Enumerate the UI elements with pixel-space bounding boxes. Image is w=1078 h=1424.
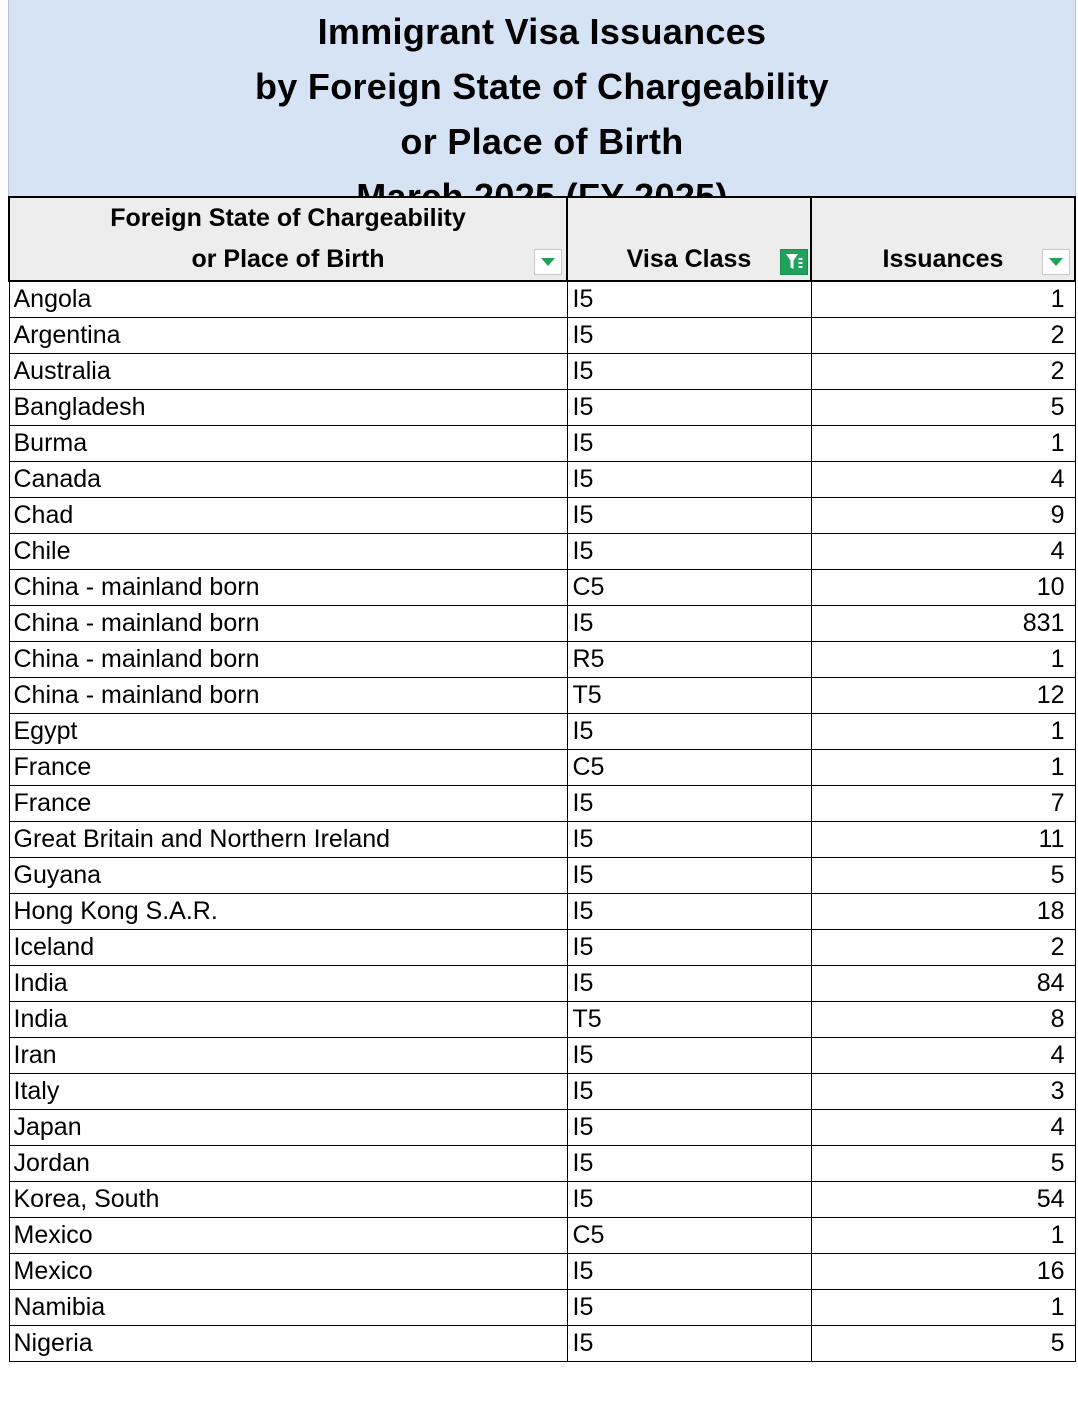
cell-visa-class[interactable]: C5 [567,750,811,786]
cell-country[interactable]: Angola [9,281,567,318]
cell-visa-class[interactable]: I5 [567,1110,811,1146]
table-row [9,354,1075,390]
cell-issuances[interactable]: 1 [811,1290,1075,1326]
cell-country[interactable]: Iceland [9,930,567,966]
cell-visa-class[interactable]: I5 [567,1074,811,1110]
cell-country[interactable]: Egypt [9,714,567,750]
cell-country[interactable]: Nigeria [9,1326,567,1362]
cell-visa-class[interactable]: I5 [567,606,811,642]
report-title-line-2: by Foreign State of Chargeability [255,66,829,107]
cell-issuances[interactable]: 16 [811,1254,1075,1290]
table-row [9,1038,1075,1074]
table-row [9,426,1075,462]
cell-visa-class[interactable]: I5 [567,930,811,966]
cell-issuances[interactable]: 4 [811,462,1075,498]
cell-issuances[interactable]: 831 [811,606,1075,642]
cell-issuances[interactable]: 1 [811,642,1075,678]
table-row [9,498,1075,534]
column-header-visa-class-label: Visa Class [626,245,752,273]
cell-country[interactable]: Guyana [9,858,567,894]
column-header-issuances-label: Issuances [882,245,1004,273]
cell-country[interactable]: Burma [9,426,567,462]
table-row [9,1182,1075,1218]
cell-visa-class[interactable]: I5 [567,534,811,570]
table-row [9,750,1075,786]
table-row [9,786,1075,822]
cell-country[interactable]: Japan [9,1110,567,1146]
issuances-filter-dropdown-icon[interactable] [1042,249,1070,275]
cell-country[interactable]: Iran [9,1038,567,1074]
column-header-country[interactable] [9,197,567,281]
cell-visa-class[interactable]: I5 [567,966,811,1002]
header-row [9,197,1075,281]
table-row [9,281,1075,318]
cell-country[interactable]: Bangladesh [9,390,567,426]
cell-visa-class[interactable]: I5 [567,1254,811,1290]
cell-issuances[interactable]: 12 [811,678,1075,714]
cell-visa-class[interactable]: I5 [567,1038,811,1074]
cell-issuances[interactable]: 2 [811,354,1075,390]
cell-visa-class[interactable]: I5 [567,318,811,354]
table-row [9,714,1075,750]
cell-visa-class[interactable]: I5 [567,714,811,750]
funnel-icon [783,251,805,273]
cell-visa-class[interactable]: I5 [567,462,811,498]
cell-visa-class[interactable]: C5 [567,570,811,606]
report-title-line-1: Immigrant Visa Issuances [317,11,767,52]
cell-visa-class[interactable]: I5 [567,390,811,426]
cell-visa-class[interactable]: I5 [567,498,811,534]
cell-issuances[interactable]: 1 [811,281,1075,318]
cell-issuances[interactable]: 8 [811,1002,1075,1038]
cell-visa-class[interactable]: I5 [567,1290,811,1326]
cell-country[interactable]: Australia [9,354,567,390]
cell-issuances[interactable]: 9 [811,498,1075,534]
cell-issuances[interactable]: 1 [811,714,1075,750]
cell-issuances[interactable]: 2 [811,318,1075,354]
cell-visa-class[interactable]: I5 [567,894,811,930]
table-row [9,894,1075,930]
table-row [9,1146,1075,1182]
cell-visa-class[interactable]: T5 [567,1002,811,1038]
cell-issuances[interactable]: 1 [811,426,1075,462]
table-row [9,1254,1075,1290]
cell-country[interactable]: India [9,1002,567,1038]
country-filter-dropdown-icon[interactable] [534,249,562,275]
cell-visa-class[interactable]: I5 [567,786,811,822]
table-row [9,1110,1075,1146]
cell-visa-class[interactable]: I5 [567,1326,811,1362]
table-row [9,1074,1075,1110]
cell-visa-class[interactable]: C5 [567,1218,811,1254]
cell-issuances[interactable]: 1 [811,1218,1075,1254]
cell-visa-class[interactable]: R5 [567,642,811,678]
column-header-visa-class[interactable] [567,197,811,281]
table-row [9,462,1075,498]
table-body [9,281,1075,1362]
cell-country[interactable]: Mexico [9,1218,567,1254]
chevron-down-icon [1049,258,1063,266]
cell-country[interactable]: Canada [9,462,567,498]
cell-visa-class[interactable]: I5 [567,1182,811,1218]
column-header-issuances[interactable] [811,197,1075,281]
cell-country[interactable]: Great Britain and Northern Ireland [9,822,567,858]
cell-country[interactable]: China - mainland born [9,642,567,678]
column-header-country-line-2: or Place of Birth [191,245,385,273]
cell-issuances[interactable]: 5 [811,858,1075,894]
table-row [9,642,1075,678]
table-row [9,858,1075,894]
cell-country[interactable]: Jordan [9,1146,567,1182]
table-row [9,678,1075,714]
cell-country[interactable]: Chile [9,534,567,570]
cell-country[interactable]: France [9,786,567,822]
cell-country[interactable]: Korea, South [9,1182,567,1218]
cell-issuances[interactable]: 4 [811,1110,1075,1146]
table-row [9,534,1075,570]
table-row [9,966,1075,1002]
cell-visa-class[interactable]: T5 [567,678,811,714]
table-row [9,930,1075,966]
cell-issuances[interactable]: 2 [811,930,1075,966]
table-row [9,1218,1075,1254]
cell-country[interactable]: France [9,750,567,786]
issuances-table [8,196,1076,1362]
table-row [9,1326,1075,1362]
cell-issuances[interactable]: 5 [811,390,1075,426]
cell-issuances[interactable]: 5 [811,1326,1075,1362]
cell-issuances[interactable]: 84 [811,966,1075,1002]
table-row [9,390,1075,426]
cell-country[interactable]: Italy [9,1074,567,1110]
cell-country[interactable]: Argentina [9,318,567,354]
cell-visa-class[interactable]: I5 [567,281,811,318]
cell-issuances[interactable]: 3 [811,1074,1075,1110]
cell-country[interactable]: China - mainland born [9,606,567,642]
table-row [9,570,1075,606]
visa-class-filter-active-icon[interactable] [780,249,808,275]
cell-country[interactable]: Chad [9,498,567,534]
cell-issuances[interactable]: 5 [811,1146,1075,1182]
table-row [9,1290,1075,1326]
cell-visa-class[interactable]: I5 [567,426,811,462]
cell-country[interactable]: Namibia [9,1290,567,1326]
cell-issuances[interactable]: 18 [811,894,1075,930]
table-row [9,606,1075,642]
table-row [9,1002,1075,1038]
column-header-country-line-1: Foreign State of Chargeability [110,204,466,232]
cell-country[interactable]: Mexico [9,1254,567,1290]
cell-country[interactable]: China - mainland born [9,570,567,606]
chevron-down-icon [541,258,555,266]
cell-visa-class[interactable]: I5 [567,1146,811,1182]
cell-issuances[interactable]: 54 [811,1182,1075,1218]
cell-issuances[interactable]: 4 [811,1038,1075,1074]
table-row [9,822,1075,858]
report-title-band[interactable] [8,0,1076,196]
table-row [9,318,1075,354]
cell-visa-class[interactable]: I5 [567,822,811,858]
cell-issuances[interactable]: 1 [811,750,1075,786]
cell-country[interactable]: China - mainland born [9,678,567,714]
cell-visa-class[interactable]: I5 [567,354,811,390]
cell-country[interactable]: India [9,966,567,1002]
cell-issuances[interactable]: 10 [811,570,1075,606]
cell-visa-class[interactable]: I5 [567,858,811,894]
cell-issuances[interactable]: 4 [811,534,1075,570]
cell-issuances[interactable]: 7 [811,786,1075,822]
cell-country[interactable]: Hong Kong S.A.R. [9,894,567,930]
report-title-line-3: or Place of Birth [400,121,684,162]
cell-issuances[interactable]: 11 [811,822,1075,858]
